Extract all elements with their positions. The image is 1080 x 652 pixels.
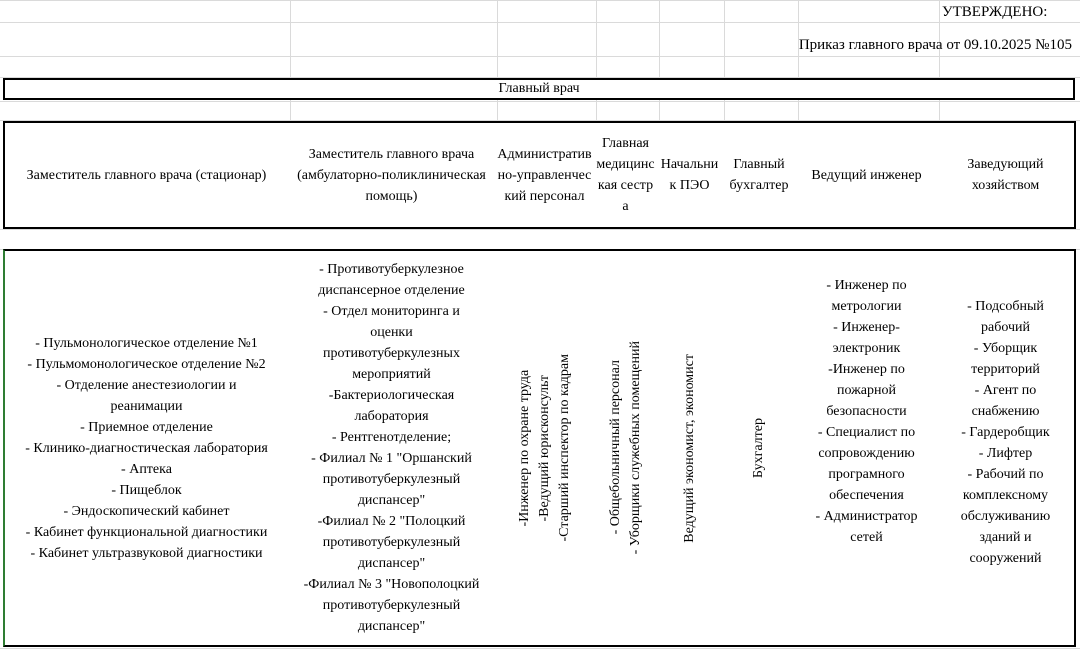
list-item: - Рабочий по: [967, 466, 1044, 482]
header-head-peo[interactable]: [657, 121, 724, 229]
list-item: оценки: [370, 325, 413, 340]
list-item: - Администратор: [815, 508, 918, 524]
list-item: противотуберкулезных: [323, 346, 460, 361]
list-item: - Приемное отделение: [80, 419, 213, 435]
list-item: - Агент по: [974, 382, 1037, 398]
cell-economists[interactable]: [657, 249, 724, 647]
list-item: Бухгалтер: [751, 417, 766, 479]
accountants-list: [749, 418, 769, 478]
list-item: - Общебольничный персонал: [607, 360, 623, 536]
list-item: комплексному: [962, 487, 1049, 503]
cell-accountants[interactable]: [722, 249, 798, 647]
cell-engineering-staff[interactable]: [796, 249, 939, 647]
list-item: -Старший инспектор по кадрам: [556, 354, 572, 542]
facilities-staff-list: [961, 296, 1050, 569]
header-label: Заведующий хозяйством: [967, 157, 1044, 193]
list-item: - Кабинет функциональной диагностики: [25, 524, 268, 540]
economists-list: [680, 354, 700, 543]
cell-facilities-staff[interactable]: [937, 249, 1076, 647]
list-item: противотуберкулезный: [322, 472, 461, 487]
list-item: - Клинико-диагностическая лаборатория: [25, 440, 268, 456]
list-item: -Ведущий юрисконсульт: [536, 374, 552, 522]
inpatient-units-list: [25, 333, 268, 564]
header-facilities-manager[interactable]: [937, 121, 1076, 229]
list-item: зданий и: [979, 529, 1032, 545]
list-item: сопровождению: [818, 445, 915, 461]
list-item: - Филиал № 1 "Оршанский: [311, 451, 472, 466]
list-item: территорий: [971, 361, 1040, 377]
header-deputy-inpatient[interactable]: [3, 121, 290, 229]
list-item: - Специалист по: [817, 424, 916, 440]
list-item: реанимации: [110, 398, 183, 414]
list-item: - Пульмомонологическое отделение №2: [27, 356, 266, 372]
list-item: сооружений: [969, 550, 1042, 566]
header-administrative-staff[interactable]: [495, 121, 596, 229]
list-item: обеспечения: [829, 487, 904, 503]
order-reference: Приказ главного врача от 09.10.2025 №105: [798, 37, 1072, 53]
administrative-staff-list: [515, 354, 575, 542]
list-item: - Противотуберкулезное: [319, 262, 464, 277]
list-item: -Филиал № 2 "Полоцкий: [317, 514, 466, 529]
list-item: рабочий: [980, 319, 1030, 335]
header-head-nurse[interactable]: [594, 121, 659, 229]
list-item: обслуживанию: [960, 508, 1051, 524]
list-item: - Лифтер: [978, 445, 1033, 461]
list-item: - Отделение анестезиологии и: [56, 377, 237, 393]
list-item: - Аптека: [121, 461, 172, 477]
header-label: Административно-управленческий персонал: [497, 146, 592, 204]
engineering-staff-list: [815, 275, 917, 548]
list-item: противотуберкулезный: [322, 598, 461, 613]
nursing-staff-list: [606, 341, 646, 554]
header-label: Главный бухгалтер: [729, 157, 789, 193]
list-item: - Гардеробщик: [961, 424, 1050, 440]
cell-inpatient-units[interactable]: [3, 249, 290, 647]
header-lead-engineer[interactable]: [796, 121, 939, 229]
list-item: -Инженер по охране труда: [516, 369, 532, 527]
header-label: Главная медицинская сестра: [596, 136, 655, 214]
list-item: метрологии: [831, 298, 902, 314]
cell-administrative-staff[interactable]: [495, 249, 596, 647]
header-deputy-outpatient[interactable]: [288, 121, 497, 229]
approved-label: УТВЕРЖДЕНО:: [942, 4, 1048, 20]
list-item: безопасности: [826, 403, 907, 419]
chief-doctor-label: Главный врач: [498, 81, 580, 96]
header-label: Ведущий инженер: [811, 167, 922, 183]
list-item: - Эндоскопический кабинет: [63, 503, 230, 519]
list-item: диспансер": [357, 556, 426, 571]
list-item: диспансер": [357, 619, 426, 634]
list-item: электроник: [832, 340, 901, 356]
list-item: - Рентгенотделение;: [331, 430, 452, 445]
outpatient-units-list: [304, 259, 480, 637]
header-label: Заместитель главного врача (стационар): [26, 167, 267, 183]
list-item: - Пульмонологическое отделение №1: [35, 335, 258, 351]
cell-nursing-staff[interactable]: [594, 249, 659, 647]
list-item: мероприятий: [352, 367, 431, 382]
list-item: сетей: [850, 529, 883, 545]
header-label: Заместитель главного врача (амбулаторно-поликлиническая помощь): [297, 146, 486, 204]
header-label: Начальник ПЭО: [660, 157, 719, 193]
list-item: -Инженер по: [828, 361, 905, 377]
list-item: диспансер": [357, 493, 426, 508]
list-item: Ведущий экономист, экономист: [681, 353, 697, 543]
list-item: - Пищеблок: [111, 482, 182, 498]
list-item: програмного: [828, 466, 905, 482]
header-chief-accountant[interactable]: [722, 121, 798, 229]
list-item: - Уборщик: [973, 340, 1038, 356]
list-item: пожарной: [836, 382, 896, 398]
list-item: - Подсобный: [967, 298, 1044, 314]
list-item: - Инженер по: [826, 277, 907, 293]
list-item: - Кабинет ультразвуковой диагностики: [30, 545, 263, 561]
list-item: лаборатория: [354, 409, 429, 424]
list-item: снабжению: [971, 403, 1040, 419]
list-item: противотуберкулезный: [322, 535, 461, 550]
cell-outpatient-units[interactable]: [288, 249, 497, 647]
list-item: диспансерное отделение: [318, 283, 465, 298]
list-item: -Бактериологическая: [328, 388, 455, 403]
list-item: -Филиал № 3 "Новополоцкий: [303, 577, 480, 592]
list-item: - Инженер-: [833, 319, 900, 335]
chief-doctor-cell[interactable]: [3, 78, 1075, 100]
list-item: - Отдел мониторинга и: [323, 304, 460, 319]
list-item: - Уборщики служебных помещений: [627, 341, 643, 555]
